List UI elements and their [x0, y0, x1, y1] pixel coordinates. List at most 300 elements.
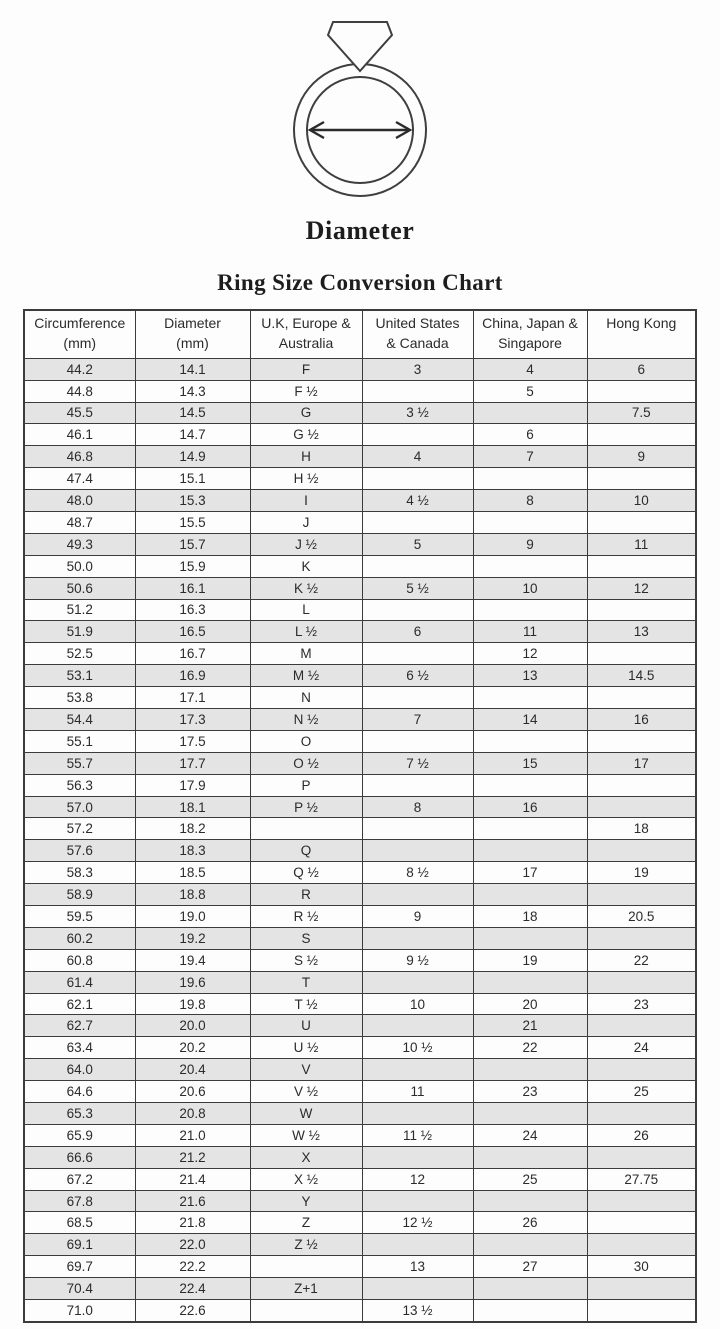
cell-circumference: 66.6 — [24, 1146, 135, 1168]
table-row — [24, 1190, 696, 1212]
cell-china-japan-singapore — [473, 818, 587, 840]
cell-diameter: 20.0 — [135, 1015, 250, 1037]
cell-uk-europe-australia: K — [250, 555, 362, 577]
cell-hong-kong: 19 — [587, 862, 696, 884]
cell-hong-kong: 22 — [587, 949, 696, 971]
cell-hong-kong: 30 — [587, 1256, 696, 1278]
col-header-diameter — [135, 310, 250, 358]
cell-us-canada — [362, 774, 473, 796]
cell-uk-europe-australia: M — [250, 643, 362, 665]
cell-diameter: 18.2 — [135, 818, 250, 840]
cell-circumference: 50.6 — [24, 577, 135, 599]
table-row — [24, 840, 696, 862]
col-header-line1: Diameter — [164, 315, 221, 331]
cell-diameter: 14.9 — [135, 446, 250, 468]
cell-china-japan-singapore: 18 — [473, 906, 587, 928]
cell-us-canada — [362, 971, 473, 993]
cell-circumference: 56.3 — [24, 774, 135, 796]
cell-circumference: 58.3 — [24, 862, 135, 884]
cell-china-japan-singapore — [473, 511, 587, 533]
cell-uk-europe-australia: H ½ — [250, 468, 362, 490]
cell-china-japan-singapore: 14 — [473, 709, 587, 731]
cell-uk-europe-australia: L — [250, 599, 362, 621]
page-title: Ring Size Conversion Chart — [217, 270, 503, 295]
cell-china-japan-singapore: 20 — [473, 993, 587, 1015]
col-header-line2: (mm) — [176, 334, 209, 351]
cell-circumference: 62.1 — [24, 993, 135, 1015]
cell-us-canada: 4 ½ — [362, 490, 473, 512]
col-header-us-canada — [362, 310, 473, 358]
cell-circumference: 68.5 — [24, 1212, 135, 1234]
cell-circumference: 50.0 — [24, 555, 135, 577]
cell-uk-europe-australia: Z ½ — [250, 1234, 362, 1256]
cell-diameter: 16.1 — [135, 577, 250, 599]
cell-circumference: 54.4 — [24, 709, 135, 731]
cell-china-japan-singapore: 9 — [473, 533, 587, 555]
cell-us-canada: 6 — [362, 621, 473, 643]
table-row — [24, 599, 696, 621]
col-header-circumference — [24, 310, 135, 358]
cell-uk-europe-australia: V ½ — [250, 1081, 362, 1103]
cell-diameter: 22.4 — [135, 1278, 250, 1300]
cell-china-japan-singapore: 12 — [473, 643, 587, 665]
cell-hong-kong: 25 — [587, 1081, 696, 1103]
cell-uk-europe-australia: X ½ — [250, 1168, 362, 1190]
cell-china-japan-singapore: 8 — [473, 490, 587, 512]
cell-us-canada — [362, 1015, 473, 1037]
table-row — [24, 446, 696, 468]
cell-diameter: 17.7 — [135, 752, 250, 774]
table-row — [24, 533, 696, 555]
cell-china-japan-singapore — [473, 1234, 587, 1256]
cell-hong-kong: 24 — [587, 1037, 696, 1059]
cell-hong-kong — [587, 1103, 696, 1125]
cell-hong-kong: 7.5 — [587, 402, 696, 424]
cell-us-canada: 9 — [362, 906, 473, 928]
cell-hong-kong: 18 — [587, 818, 696, 840]
cell-uk-europe-australia: I — [250, 490, 362, 512]
cell-diameter: 20.4 — [135, 1059, 250, 1081]
cell-hong-kong — [587, 927, 696, 949]
cell-diameter: 17.5 — [135, 730, 250, 752]
cell-hong-kong: 9 — [587, 446, 696, 468]
cell-hong-kong — [587, 730, 696, 752]
table-row — [24, 621, 696, 643]
cell-hong-kong — [587, 424, 696, 446]
col-header-line1: China, Japan & — [482, 315, 578, 331]
cell-hong-kong — [587, 599, 696, 621]
cell-us-canada — [362, 687, 473, 709]
cell-us-canada — [362, 927, 473, 949]
cell-china-japan-singapore: 4 — [473, 358, 587, 380]
cell-diameter: 17.1 — [135, 687, 250, 709]
col-header-line2: (mm) — [63, 334, 97, 351]
table-row — [24, 752, 696, 774]
cell-china-japan-singapore: 27 — [473, 1256, 587, 1278]
table-row — [24, 1124, 696, 1146]
cell-circumference: 63.4 — [24, 1037, 135, 1059]
table-row — [24, 424, 696, 446]
cell-hong-kong — [587, 884, 696, 906]
table-row — [24, 643, 696, 665]
cell-uk-europe-australia: T — [250, 971, 362, 993]
cell-circumference: 55.1 — [24, 730, 135, 752]
cell-us-canada: 11 ½ — [362, 1124, 473, 1146]
cell-us-canada: 5 ½ — [362, 577, 473, 599]
cell-china-japan-singapore — [473, 1103, 587, 1125]
cell-us-canada: 3 ½ — [362, 402, 473, 424]
cell-circumference: 61.4 — [24, 971, 135, 993]
cell-china-japan-singapore: 21 — [473, 1015, 587, 1037]
cell-china-japan-singapore: 17 — [473, 862, 587, 884]
cell-us-canada: 7 ½ — [362, 752, 473, 774]
cell-circumference: 58.9 — [24, 884, 135, 906]
cell-uk-europe-australia: H — [250, 446, 362, 468]
cell-circumference: 62.7 — [24, 1015, 135, 1037]
table-row — [24, 774, 696, 796]
cell-us-canada — [362, 818, 473, 840]
cell-china-japan-singapore — [473, 599, 587, 621]
cell-diameter: 18.1 — [135, 796, 250, 818]
cell-us-canada: 11 — [362, 1081, 473, 1103]
ring-diameter-icon — [275, 14, 445, 202]
cell-china-japan-singapore: 23 — [473, 1081, 587, 1103]
cell-circumference: 48.7 — [24, 511, 135, 533]
cell-us-canada — [362, 730, 473, 752]
cell-diameter: 17.3 — [135, 709, 250, 731]
table-row — [24, 1059, 696, 1081]
cell-diameter: 14.1 — [135, 358, 250, 380]
cell-circumference: 64.0 — [24, 1059, 135, 1081]
table-row — [24, 1015, 696, 1037]
col-header-line2: Singapore — [498, 334, 562, 351]
cell-diameter: 18.3 — [135, 840, 250, 862]
table-row — [24, 687, 696, 709]
cell-china-japan-singapore: 25 — [473, 1168, 587, 1190]
cell-uk-europe-australia: G ½ — [250, 424, 362, 446]
cell-hong-kong: 16 — [587, 709, 696, 731]
table-row — [24, 380, 696, 402]
cell-china-japan-singapore — [473, 1059, 587, 1081]
cell-uk-europe-australia: R — [250, 884, 362, 906]
cell-china-japan-singapore — [473, 1300, 587, 1322]
cell-uk-europe-australia: P — [250, 774, 362, 796]
cell-circumference: 44.8 — [24, 380, 135, 402]
table-row — [24, 1256, 696, 1278]
cell-diameter: 14.5 — [135, 402, 250, 424]
table-row — [24, 665, 696, 687]
cell-china-japan-singapore — [473, 1278, 587, 1300]
cell-china-japan-singapore: 15 — [473, 752, 587, 774]
cell-diameter: 15.7 — [135, 533, 250, 555]
cell-circumference: 60.2 — [24, 927, 135, 949]
cell-uk-europe-australia: M ½ — [250, 665, 362, 687]
cell-china-japan-singapore — [473, 402, 587, 424]
cell-uk-europe-australia: X — [250, 1146, 362, 1168]
cell-diameter: 16.9 — [135, 665, 250, 687]
cell-hong-kong: 13 — [587, 621, 696, 643]
cell-us-canada — [362, 1190, 473, 1212]
cell-uk-europe-australia: Z — [250, 1212, 362, 1234]
cell-uk-europe-australia: F ½ — [250, 380, 362, 402]
cell-us-canada: 12 ½ — [362, 1212, 473, 1234]
cell-hong-kong — [587, 1234, 696, 1256]
cell-hong-kong: 14.5 — [587, 665, 696, 687]
cell-diameter: 17.9 — [135, 774, 250, 796]
cell-hong-kong: 11 — [587, 533, 696, 555]
table-row — [24, 906, 696, 928]
cell-circumference: 46.8 — [24, 446, 135, 468]
cell-diameter: 18.5 — [135, 862, 250, 884]
cell-hong-kong — [587, 687, 696, 709]
cell-us-canada: 8 ½ — [362, 862, 473, 884]
cell-us-canada — [362, 643, 473, 665]
cell-diameter: 20.6 — [135, 1081, 250, 1103]
diameter-arrow-icon — [310, 122, 410, 138]
cell-china-japan-singapore: 19 — [473, 949, 587, 971]
cell-uk-europe-australia: W ½ — [250, 1124, 362, 1146]
cell-uk-europe-australia: S ½ — [250, 949, 362, 971]
cell-hong-kong: 6 — [587, 358, 696, 380]
cell-hong-kong — [587, 1278, 696, 1300]
table-row — [24, 468, 696, 490]
table-row — [24, 971, 696, 993]
cell-uk-europe-australia: Q — [250, 840, 362, 862]
cell-china-japan-singapore — [473, 687, 587, 709]
cell-china-japan-singapore: 16 — [473, 796, 587, 818]
cell-circumference: 49.3 — [24, 533, 135, 555]
table-row — [24, 818, 696, 840]
cell-circumference: 45.5 — [24, 402, 135, 424]
cell-us-canada — [362, 599, 473, 621]
cell-us-canada: 13 — [362, 1256, 473, 1278]
cell-diameter: 19.2 — [135, 927, 250, 949]
cell-diameter: 22.6 — [135, 1300, 250, 1322]
cell-china-japan-singapore: 24 — [473, 1124, 587, 1146]
cell-uk-europe-australia: Z+1 — [250, 1278, 362, 1300]
cell-diameter: 19.4 — [135, 949, 250, 971]
cell-uk-europe-australia: K ½ — [250, 577, 362, 599]
cell-us-canada — [362, 1103, 473, 1125]
cell-china-japan-singapore: 7 — [473, 446, 587, 468]
cell-hong-kong: 17 — [587, 752, 696, 774]
cell-diameter: 16.3 — [135, 599, 250, 621]
cell-uk-europe-australia: J ½ — [250, 533, 362, 555]
table-row — [24, 1278, 696, 1300]
cell-circumference: 69.7 — [24, 1256, 135, 1278]
cell-china-japan-singapore — [473, 840, 587, 862]
table-row — [24, 490, 696, 512]
cell-circumference: 48.0 — [24, 490, 135, 512]
cell-us-canada — [362, 1059, 473, 1081]
cell-diameter: 15.9 — [135, 555, 250, 577]
cell-uk-europe-australia — [250, 818, 362, 840]
cell-diameter: 19.8 — [135, 993, 250, 1015]
cell-uk-europe-australia — [250, 1256, 362, 1278]
diagram-label: Diameter — [305, 216, 415, 245]
cell-china-japan-singapore: 10 — [473, 577, 587, 599]
cell-diameter: 21.8 — [135, 1212, 250, 1234]
cell-us-canada — [362, 1278, 473, 1300]
cell-circumference: 51.9 — [24, 621, 135, 643]
table-row — [24, 884, 696, 906]
cell-china-japan-singapore: 6 — [473, 424, 587, 446]
cell-circumference: 65.3 — [24, 1103, 135, 1125]
cell-circumference: 53.8 — [24, 687, 135, 709]
table-row — [24, 1146, 696, 1168]
cell-diameter: 21.2 — [135, 1146, 250, 1168]
cell-uk-europe-australia: J — [250, 511, 362, 533]
cell-diameter: 22.2 — [135, 1256, 250, 1278]
cell-circumference: 46.1 — [24, 424, 135, 446]
cell-china-japan-singapore — [473, 884, 587, 906]
cell-circumference: 70.4 — [24, 1278, 135, 1300]
cell-hong-kong — [587, 555, 696, 577]
cell-hong-kong: 20.5 — [587, 906, 696, 928]
cell-us-canada: 10 — [362, 993, 473, 1015]
cell-hong-kong — [587, 643, 696, 665]
cell-diameter: 21.0 — [135, 1124, 250, 1146]
col-header-hong-kong — [587, 310, 696, 358]
cell-hong-kong — [587, 511, 696, 533]
cell-china-japan-singapore: 13 — [473, 665, 587, 687]
cell-us-canada — [362, 424, 473, 446]
cell-hong-kong — [587, 971, 696, 993]
table-row — [24, 358, 696, 380]
cell-uk-europe-australia: S — [250, 927, 362, 949]
table-row — [24, 730, 696, 752]
cell-diameter: 21.6 — [135, 1190, 250, 1212]
table-row — [24, 577, 696, 599]
table-row — [24, 1037, 696, 1059]
cell-us-canada: 6 ½ — [362, 665, 473, 687]
cell-uk-europe-australia: G — [250, 402, 362, 424]
cell-circumference: 53.1 — [24, 665, 135, 687]
cell-china-japan-singapore — [473, 730, 587, 752]
table-row — [24, 796, 696, 818]
cell-diameter: 15.5 — [135, 511, 250, 533]
cell-circumference: 57.2 — [24, 818, 135, 840]
cell-uk-europe-australia: L ½ — [250, 621, 362, 643]
cell-us-canada — [362, 468, 473, 490]
cell-uk-europe-australia: O — [250, 730, 362, 752]
cell-circumference: 44.2 — [24, 358, 135, 380]
cell-circumference: 60.8 — [24, 949, 135, 971]
conversion-table — [23, 309, 697, 1323]
cell-diameter: 20.2 — [135, 1037, 250, 1059]
cell-us-canada: 3 — [362, 358, 473, 380]
cell-us-canada — [362, 380, 473, 402]
ring-diagram-section — [0, 0, 720, 246]
cell-diameter: 18.8 — [135, 884, 250, 906]
cell-hong-kong — [587, 840, 696, 862]
col-header-china-japan-singapore — [473, 310, 587, 358]
table-row — [24, 1168, 696, 1190]
cell-us-canada — [362, 1234, 473, 1256]
cell-us-canada: 12 — [362, 1168, 473, 1190]
cell-diameter: 15.3 — [135, 490, 250, 512]
cell-circumference: 65.9 — [24, 1124, 135, 1146]
cell-hong-kong: 10 — [587, 490, 696, 512]
cell-us-canada — [362, 840, 473, 862]
cell-hong-kong — [587, 1146, 696, 1168]
cell-us-canada: 10 ½ — [362, 1037, 473, 1059]
cell-uk-europe-australia: U — [250, 1015, 362, 1037]
cell-uk-europe-australia: W — [250, 1103, 362, 1125]
cell-us-canada: 9 ½ — [362, 949, 473, 971]
cell-hong-kong — [587, 468, 696, 490]
col-header-uk-europe-australia — [250, 310, 362, 358]
col-header-line1: U.K, Europe & — [261, 315, 351, 331]
cell-diameter: 22.0 — [135, 1234, 250, 1256]
cell-diameter: 21.4 — [135, 1168, 250, 1190]
cell-uk-europe-australia: P ½ — [250, 796, 362, 818]
cell-us-canada — [362, 511, 473, 533]
cell-hong-kong — [587, 1300, 696, 1322]
table-row — [24, 949, 696, 971]
cell-china-japan-singapore — [473, 468, 587, 490]
col-header-line1: United States — [375, 315, 460, 331]
cell-us-canada: 7 — [362, 709, 473, 731]
cell-diameter: 19.6 — [135, 971, 250, 993]
cell-china-japan-singapore: 5 — [473, 380, 587, 402]
cell-diameter: 14.7 — [135, 424, 250, 446]
cell-hong-kong: 27.75 — [587, 1168, 696, 1190]
col-header-line2: & Canada — [386, 334, 449, 351]
cell-circumference: 71.0 — [24, 1300, 135, 1322]
col-header-line2: Australia — [278, 334, 334, 351]
diamond-icon — [328, 22, 392, 71]
cell-circumference: 59.5 — [24, 906, 135, 928]
cell-diameter: 16.5 — [135, 621, 250, 643]
cell-us-canada: 4 — [362, 446, 473, 468]
table-row — [24, 1103, 696, 1125]
cell-circumference: 69.1 — [24, 1234, 135, 1256]
cell-circumference: 47.4 — [24, 468, 135, 490]
cell-china-japan-singapore: 11 — [473, 621, 587, 643]
table-row — [24, 709, 696, 731]
cell-diameter: 16.7 — [135, 643, 250, 665]
col-header-line1: Circumference — [34, 315, 126, 331]
table-row — [24, 862, 696, 884]
cell-hong-kong — [587, 1190, 696, 1212]
cell-china-japan-singapore — [473, 555, 587, 577]
cell-uk-europe-australia: Q ½ — [250, 862, 362, 884]
cell-circumference: 57.6 — [24, 840, 135, 862]
col-header-line1: Hong Kong — [606, 315, 677, 331]
cell-uk-europe-australia: V — [250, 1059, 362, 1081]
table-row — [24, 511, 696, 533]
cell-uk-europe-australia — [250, 1300, 362, 1322]
cell-uk-europe-australia: F — [250, 358, 362, 380]
cell-china-japan-singapore — [473, 774, 587, 796]
table-row — [24, 555, 696, 577]
cell-us-canada — [362, 555, 473, 577]
cell-diameter: 19.0 — [135, 906, 250, 928]
cell-us-canada: 8 — [362, 796, 473, 818]
cell-circumference: 64.6 — [24, 1081, 135, 1103]
cell-circumference: 57.0 — [24, 796, 135, 818]
cell-circumference: 67.2 — [24, 1168, 135, 1190]
cell-us-canada: 5 — [362, 533, 473, 555]
cell-us-canada: 13 ½ — [362, 1300, 473, 1322]
table-row — [24, 927, 696, 949]
table-row — [24, 993, 696, 1015]
cell-uk-europe-australia: N — [250, 687, 362, 709]
cell-china-japan-singapore — [473, 971, 587, 993]
cell-china-japan-singapore: 22 — [473, 1037, 587, 1059]
cell-uk-europe-australia: T ½ — [250, 993, 362, 1015]
